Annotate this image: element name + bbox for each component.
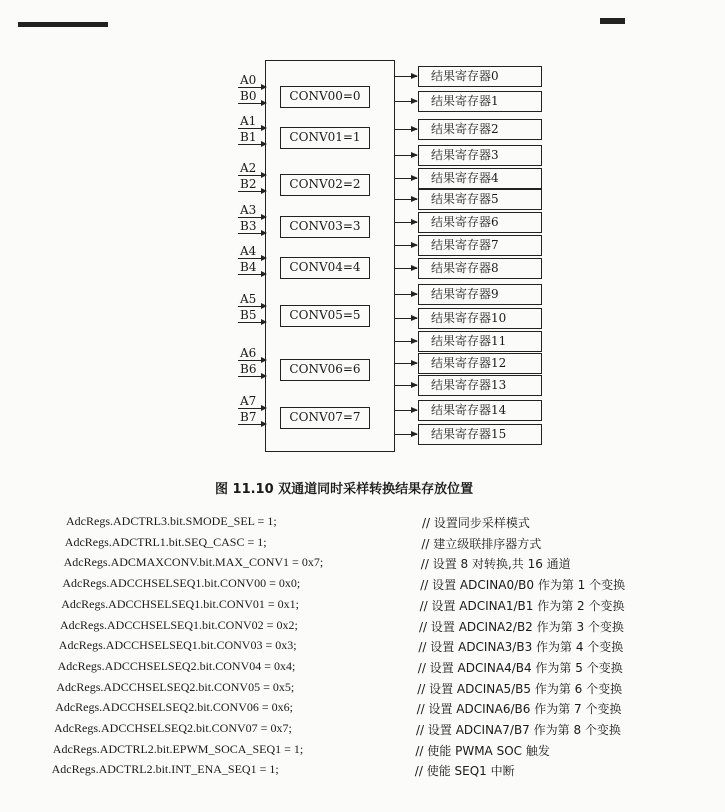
code-line: AdcRegs.ADCTRL2.bit.EPWM_SOCA_SEQ1 = 1; [52, 741, 304, 756]
code-line: AdcRegs.ADCCHSELSEQ2.bit.CONV06 = 0x6; [55, 700, 293, 715]
code-comment: // 设置 ADCINA4/B4 作为第 5 个变换 [417, 660, 623, 675]
output-arrow [395, 363, 417, 364]
output-arrow [395, 155, 417, 156]
input-line-b [238, 322, 266, 323]
code-line: AdcRegs.ADCTRL3.bit.SMODE_SEL = 1; [66, 514, 277, 528]
input-line-b [238, 376, 266, 377]
result-register: 结果寄存器13 [418, 375, 542, 396]
input-label-b: B5 [240, 308, 257, 322]
input-arrow-a [238, 175, 266, 176]
input-label-a: A4 [240, 244, 257, 258]
conv-box: CONV06=6 [280, 359, 370, 381]
result-register: 结果寄存器6 [418, 212, 542, 233]
code-line: AdcRegs.ADCCHSELSEQ1.bit.CONV01 = 0x1; [61, 596, 299, 611]
input-label-a: A6 [240, 346, 257, 360]
code-line: AdcRegs.ADCTRL1.bit.SEQ_CASC = 1; [64, 534, 267, 549]
code-comment: // 设置 ADCINA0/B0 作为第 1 个变换 [420, 578, 626, 593]
output-arrow [395, 410, 417, 411]
sequencer-box [265, 60, 395, 452]
conv-box: CONV05=5 [280, 305, 370, 327]
code-line: AdcRegs.ADCCHSELSEQ2.bit.CONV07 = 0x7; [54, 721, 292, 735]
output-arrow [395, 341, 417, 342]
input-arrow-a [238, 408, 266, 409]
code-line: AdcRegs.ADCCHSELSEQ2.bit.CONV04 = 0x4; [57, 658, 296, 673]
output-arrow [395, 318, 417, 319]
conv-box: CONV01=1 [280, 127, 370, 149]
input-arrow-a [238, 87, 266, 88]
result-register: 结果寄存器12 [418, 353, 542, 374]
code-comment: // 设置 8 对转换,共 16 通道 [420, 557, 571, 572]
output-arrow [395, 434, 417, 435]
figure-caption: 图 11.10 双通道同时采样转换结果存放位置 [215, 482, 474, 497]
output-arrow [395, 294, 417, 295]
conv-box: CONV07=7 [280, 407, 370, 429]
result-register: 结果寄存器0 [418, 66, 542, 87]
input-arrow-a [238, 306, 266, 307]
input-label-b: B2 [240, 177, 257, 191]
result-register: 结果寄存器10 [418, 308, 542, 329]
result-register: 结果寄存器11 [418, 331, 542, 352]
output-arrow [395, 101, 417, 102]
input-line-b [238, 424, 266, 425]
code-line: AdcRegs.ADCCHSELSEQ2.bit.CONV05 = 0x5; [56, 679, 295, 694]
code-comment: // 设置 ADCINA5/B5 作为第 6 个变换 [417, 681, 623, 696]
output-arrow [395, 199, 417, 200]
input-label-b: B4 [240, 260, 257, 274]
input-label-a: A3 [240, 203, 257, 217]
code-comment: // 设置 ADCINA6/B6 作为第 7 个变换 [416, 702, 622, 717]
code-comment: // 设置同步采样模式 [422, 516, 530, 530]
code-comment: // 设置 ADCINA3/B3 作为第 4 个变换 [418, 640, 624, 655]
result-register: 结果寄存器15 [418, 424, 542, 445]
scan-artifact [600, 18, 625, 24]
code-line: AdcRegs.ADCTRL2.bit.INT_ENA_SEQ1 = 1; [51, 762, 279, 777]
output-arrow [395, 222, 417, 223]
input-label-a: A5 [240, 292, 257, 306]
result-register: 结果寄存器3 [418, 145, 542, 166]
scan-artifact [18, 22, 108, 27]
code-line: AdcRegs.ADCCHSELSEQ1.bit.CONV03 = 0x3; [58, 638, 297, 653]
conv-box: CONV04=4 [280, 257, 370, 279]
conv-box: CONV00=0 [280, 86, 370, 108]
input-label-b: B1 [240, 130, 257, 144]
output-arrow [395, 245, 417, 246]
result-register: 结果寄存器8 [418, 258, 542, 279]
code-comment: // 设置 ADCINA2/B2 作为第 3 个变换 [419, 619, 624, 634]
input-arrow-a [238, 258, 266, 259]
code-comment: // 设置 ADCINA7/B7 作为第 8 个变换 [416, 723, 621, 737]
input-line-b [238, 274, 266, 275]
code-line: AdcRegs.ADCMAXCONV.bit.MAX_CONV1 = 0x7; [63, 555, 324, 570]
input-label-b: B6 [240, 362, 257, 376]
input-label-a: A2 [240, 161, 257, 175]
result-register: 结果寄存器2 [418, 119, 542, 140]
result-register: 结果寄存器7 [418, 235, 542, 256]
conv-box: CONV03=3 [280, 216, 370, 238]
result-register: 结果寄存器14 [418, 400, 542, 421]
result-register: 结果寄存器5 [418, 189, 542, 210]
input-label-a: A7 [240, 394, 257, 408]
code-comment: // 使能 PWMA SOC 触发 [415, 743, 550, 758]
conv-box: CONV02=2 [280, 174, 370, 196]
input-label-b: B0 [240, 89, 257, 103]
code-comment: // 使能 SEQ1 中断 [414, 764, 515, 779]
output-arrow [395, 178, 417, 179]
input-line-b [238, 191, 266, 192]
input-arrow-a [238, 360, 266, 361]
result-register: 结果寄存器4 [418, 168, 542, 189]
input-label-a: A0 [240, 73, 257, 87]
code-comment: // 设置 ADCINA1/B1 作为第 2 个变换 [419, 598, 625, 613]
code-comment: // 建立级联排序器方式 [421, 536, 542, 551]
output-arrow [395, 76, 417, 77]
input-label-b: B7 [240, 410, 257, 424]
result-register: 结果寄存器9 [418, 284, 542, 305]
input-line-b [238, 103, 266, 104]
input-label-a: A1 [240, 114, 257, 128]
input-label-b: B3 [240, 219, 257, 233]
input-line-b [238, 233, 266, 234]
output-arrow [395, 268, 417, 269]
result-register: 结果寄存器1 [418, 91, 542, 112]
input-arrow-a [238, 217, 266, 218]
input-arrow-a [238, 128, 266, 129]
input-line-b [238, 144, 266, 145]
output-arrow [395, 385, 417, 386]
code-line: AdcRegs.ADCCHSELSEQ1.bit.CONV02 = 0x2; [60, 617, 298, 632]
output-arrow [395, 129, 417, 130]
code-line: AdcRegs.ADCCHSELSEQ1.bit.CONV00 = 0x0; [62, 576, 301, 591]
